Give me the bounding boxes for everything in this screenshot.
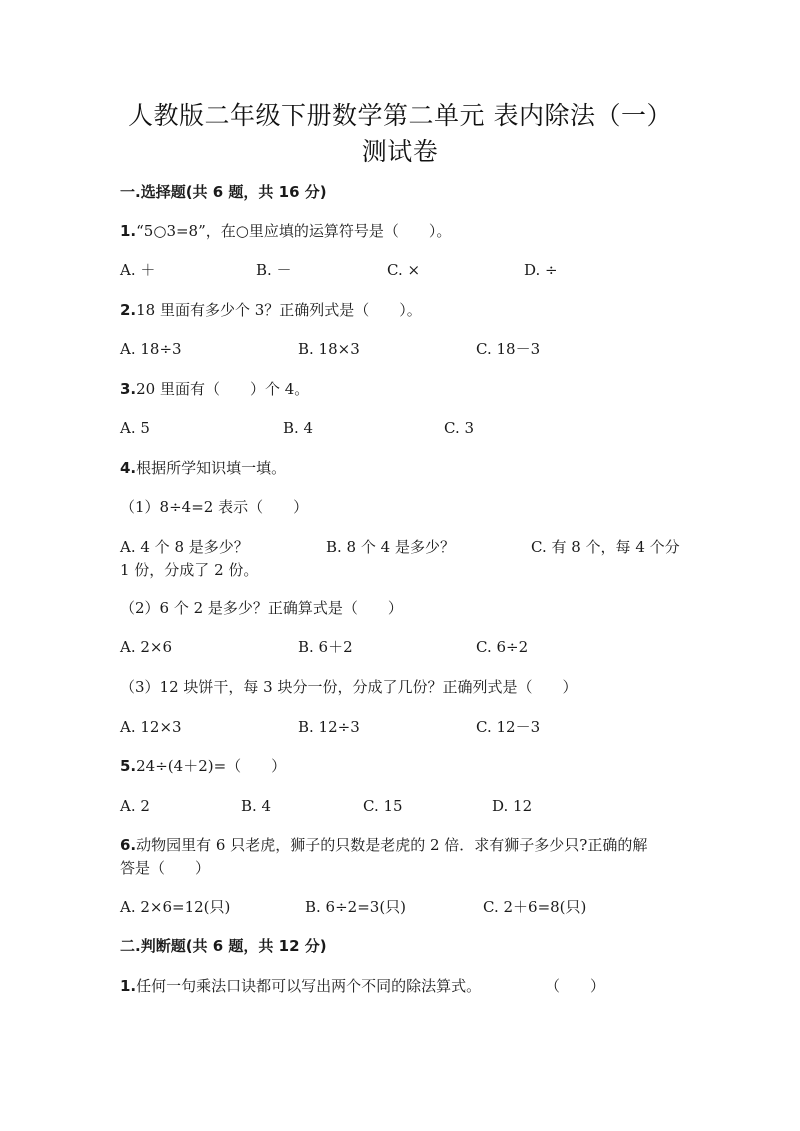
section-heading-judgment: 二.判断题(共 6 题，共 12 分) [120,937,327,955]
option-a: A. 2×6=12(只) [120,898,231,916]
question-6-continued: 答是（ ） [120,859,211,877]
question-4 [120,458,286,478]
question-2 [120,300,422,320]
question-1 [120,221,451,241]
judgment-1 [120,976,481,996]
option-b: B. 8 个 4 是多少？ [326,538,455,556]
question-number: 4. [120,459,137,477]
option-c: C. 3 [444,419,475,437]
question-text: 根据所学知识填一填。 [136,459,287,477]
question-number: 2. [120,301,137,319]
question-text: 任何一句乘法口诀都可以写出两个不同的除法算式。 [136,977,482,995]
question-number: 1. [120,222,137,240]
option-b: B. 6÷2=3(只) [305,898,407,916]
question-text: 24÷(4＋2)=（ ） [136,757,287,775]
option-b: B. 4 [241,797,272,815]
option-c: C. 2＋6=8(只) [483,898,587,916]
question-number: 3. [120,380,137,398]
option-b: B. － [256,261,292,279]
question-number: 5. [120,757,137,775]
page-title: 人教版二年级下册数学第二单元 表内除法（一） [128,101,672,130]
question-text: 20 里面有（ ）个 4。 [136,380,310,398]
option-c-continued: 1 份，分成了 2 份。 [120,561,259,579]
option-c: C. 15 [363,797,403,815]
option-b: B. 18×3 [298,340,360,358]
option-c: C. 18－3 [476,340,541,358]
question-text: 动物园里有 6 只老虎，狮子的只数是老虎的 2 倍．求有狮子多少只?正确的解 [136,836,648,854]
page-subtitle: 测试卷 [361,137,439,166]
option-a: A. 2×6 [120,638,173,656]
option-a: A. 2 [120,797,150,815]
sub-question-1: （1）8÷4=2 表示（ ） [120,498,309,516]
option-b: B. 4 [283,419,314,437]
option-a: A. 5 [120,419,150,437]
option-c: C. 12－3 [476,718,541,736]
option-a: A. 4 个 8 是多少？ [120,538,249,556]
option-c: C. 6÷2 [476,638,529,656]
option-d: D. 12 [492,797,533,815]
option-c: C. × [387,261,421,279]
sub-question-3: （3）12 块饼干，每 3 块分一份，分成了几份？正确列式是（ ） [120,678,578,696]
question-5 [120,756,286,776]
option-a: A. 12×3 [120,718,182,736]
option-a: A. 18÷3 [120,340,182,358]
question-text: “5○3=8”，在○里应填的运算符号是（ ）。 [136,222,452,240]
answer-blank[interactable]: （ ） [545,977,606,995]
question-6 [120,835,647,855]
option-d: D. ÷ [524,261,558,279]
option-b: B. 12÷3 [298,718,360,736]
option-a: A. ＋ [120,261,156,279]
sub-question-2: （2）6 个 2 是多少？正确算式是（ ） [120,599,403,617]
question-text: 18 里面有多少个 3？正确列式是（ ）。 [136,301,422,319]
option-b: B. 6＋2 [298,638,353,656]
question-number: 1. [120,977,137,995]
section-heading-choice: 一.选择题(共 6 题，共 16 分) [120,183,327,201]
question-number: 6. [120,836,137,854]
option-c: C. 有 8 个，每 4 个分 [531,538,680,556]
question-3 [120,379,309,399]
